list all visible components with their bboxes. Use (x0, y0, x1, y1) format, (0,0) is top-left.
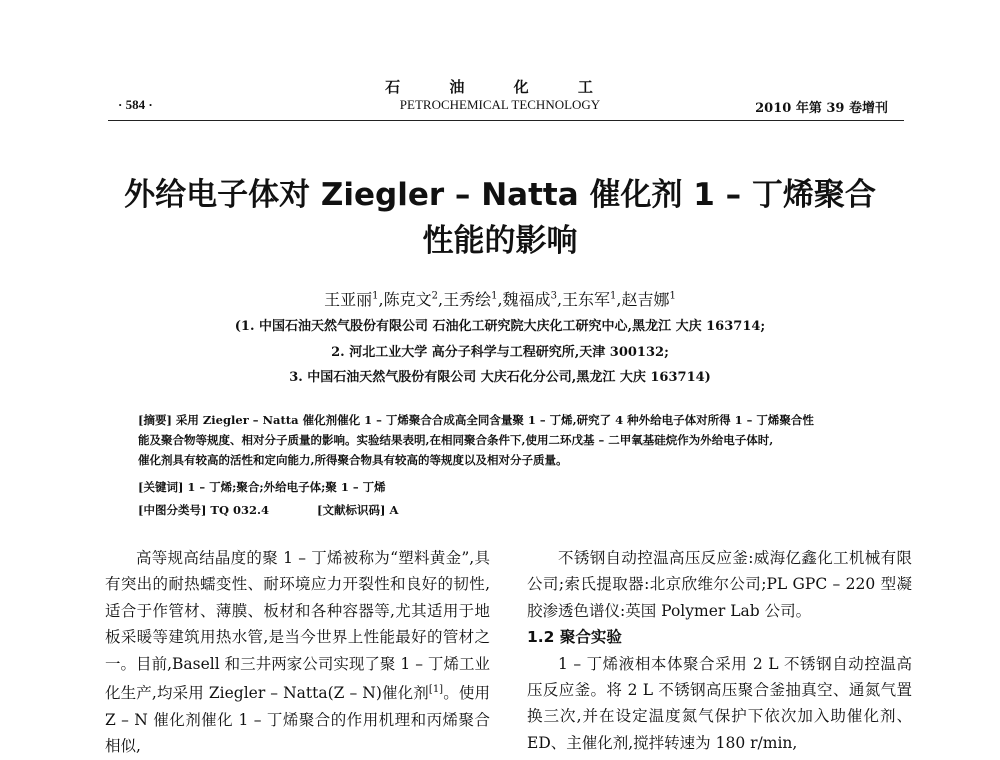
affiliation-2: 2. 河北工业大学 高分子科学与工程研究所,天津 300132; (331, 345, 669, 360)
author: 王亚丽$^1$ (324, 290, 379, 309)
section-heading: 1.2 聚合实验 (527, 628, 622, 647)
abstract (138, 410, 878, 470)
body-paragraph: 高等规高结晶度的聚 1 – 丁烯被称为“塑料黄金”,具有突出的耐热蠕变性、耐环境应力开裂性和良好的韧性,适合于作管材、薄膜、板材和各种容器等,尤其适用于地板采暖等建筑用热水管,是当今世界上性能最好的管材之一。目前,Basell 和三井两家公司实现了聚 1 – 丁烯工业化生产,均采用 Ziegler – Natta(Z – N)催化剂[1]。使用 Z – N 催化剂催化 1 – 丁烯聚合的作用机理和丙烯聚合相似, (105, 549, 490, 755)
author: 陈克文$^2$ (383, 290, 438, 309)
affiliation-3: 3. 中国石油天然气股份有限公司 大庆石化分公司,黑龙江 大庆 163714) (289, 370, 711, 385)
body-column-right (527, 545, 912, 756)
article-title-line-2: 性能的影响 (422, 223, 578, 259)
abstract-label: [摘要] (138, 413, 172, 427)
header-rule (108, 120, 904, 121)
abstract-line: 采用 Ziegler – Natta 催化剂催化 1 – 丁烯聚合合成高全同含量聚 1 – 丁烯,研究了 4 种外给电子体对所得 1 – 丁烯聚合性 (175, 413, 814, 427)
article-title-line-1: 外给电子体对 Ziegler – Natta 催化剂 1 – 丁烯聚合 (124, 177, 876, 213)
keywords-text: 1 – 丁烯;聚合;外给电子体;聚 1 – 丁烯 (187, 480, 386, 494)
author: 赵吉娜$^1$ (621, 290, 676, 309)
author: 魏福成$^3$ (502, 290, 557, 309)
keywords (138, 479, 386, 495)
author-list: 王亚丽$^1$,陈克文$^2$,王秀绘$^1$,魏福成$^3$,王东军$^1$,赵吉娜$^1$ (324, 290, 676, 309)
abstract-line: 能及聚合物等规度、相对分子质量的影响。实验结果表明,在相同聚合条件下,使用二环戊基 – 二甲氧基硅烷作为外给电子体时, (138, 433, 774, 447)
doc-code-value: A (389, 503, 399, 517)
body-paragraph: 不锈钢自动控温高压反应釜:威海亿鑫化工机械有限公司;索氏提取器:北京欣维尔公司;PL GPC – 220 型凝胶渗透色谱仪:英国 Polymer Lab 公司。 (527, 549, 912, 620)
author: 王东军$^1$ (562, 290, 617, 309)
issue-label: 2010 年第 39 卷增刊 (755, 101, 888, 116)
affiliation-1: (1. 中国石油天然气股份有限公司 石油化工研究院大庆化工研究中心,黑龙江 大庆 163714; (234, 319, 766, 334)
classification (138, 502, 398, 518)
abstract-line: 催化剂具有较高的活性和定向能力,所得聚合物具有较高的等规度以及相对分子质量。 (138, 453, 568, 467)
body-column-left (105, 545, 490, 759)
citation-ref: [1] (428, 684, 444, 696)
page-number: · 584 · (118, 97, 153, 112)
author: 王秀绘$^1$ (443, 290, 498, 309)
body-paragraph: 1 – 丁烯液相本体聚合采用 2 L 不锈钢自动控温高压反应釜。将 2 L 不锈钢高压聚合釜抽真空、通氮气置换三次,并在设定温度氮气保护下依次加入助催化剂、ED、主催化剂,搅拌转速为 180 r/min, (527, 654, 912, 752)
doc-code-label: [文献标识码] (317, 503, 386, 517)
clc-value: TQ 032.4 (210, 503, 269, 517)
clc-label: [中图分类号] (138, 503, 207, 517)
keywords-label: [关键词] (138, 480, 184, 494)
journal-title-zh: 石 油 化 工 (385, 78, 615, 96)
article-title (108, 172, 892, 264)
journal-title-en: PETROCHEMICAL TECHNOLOGY (399, 97, 601, 112)
